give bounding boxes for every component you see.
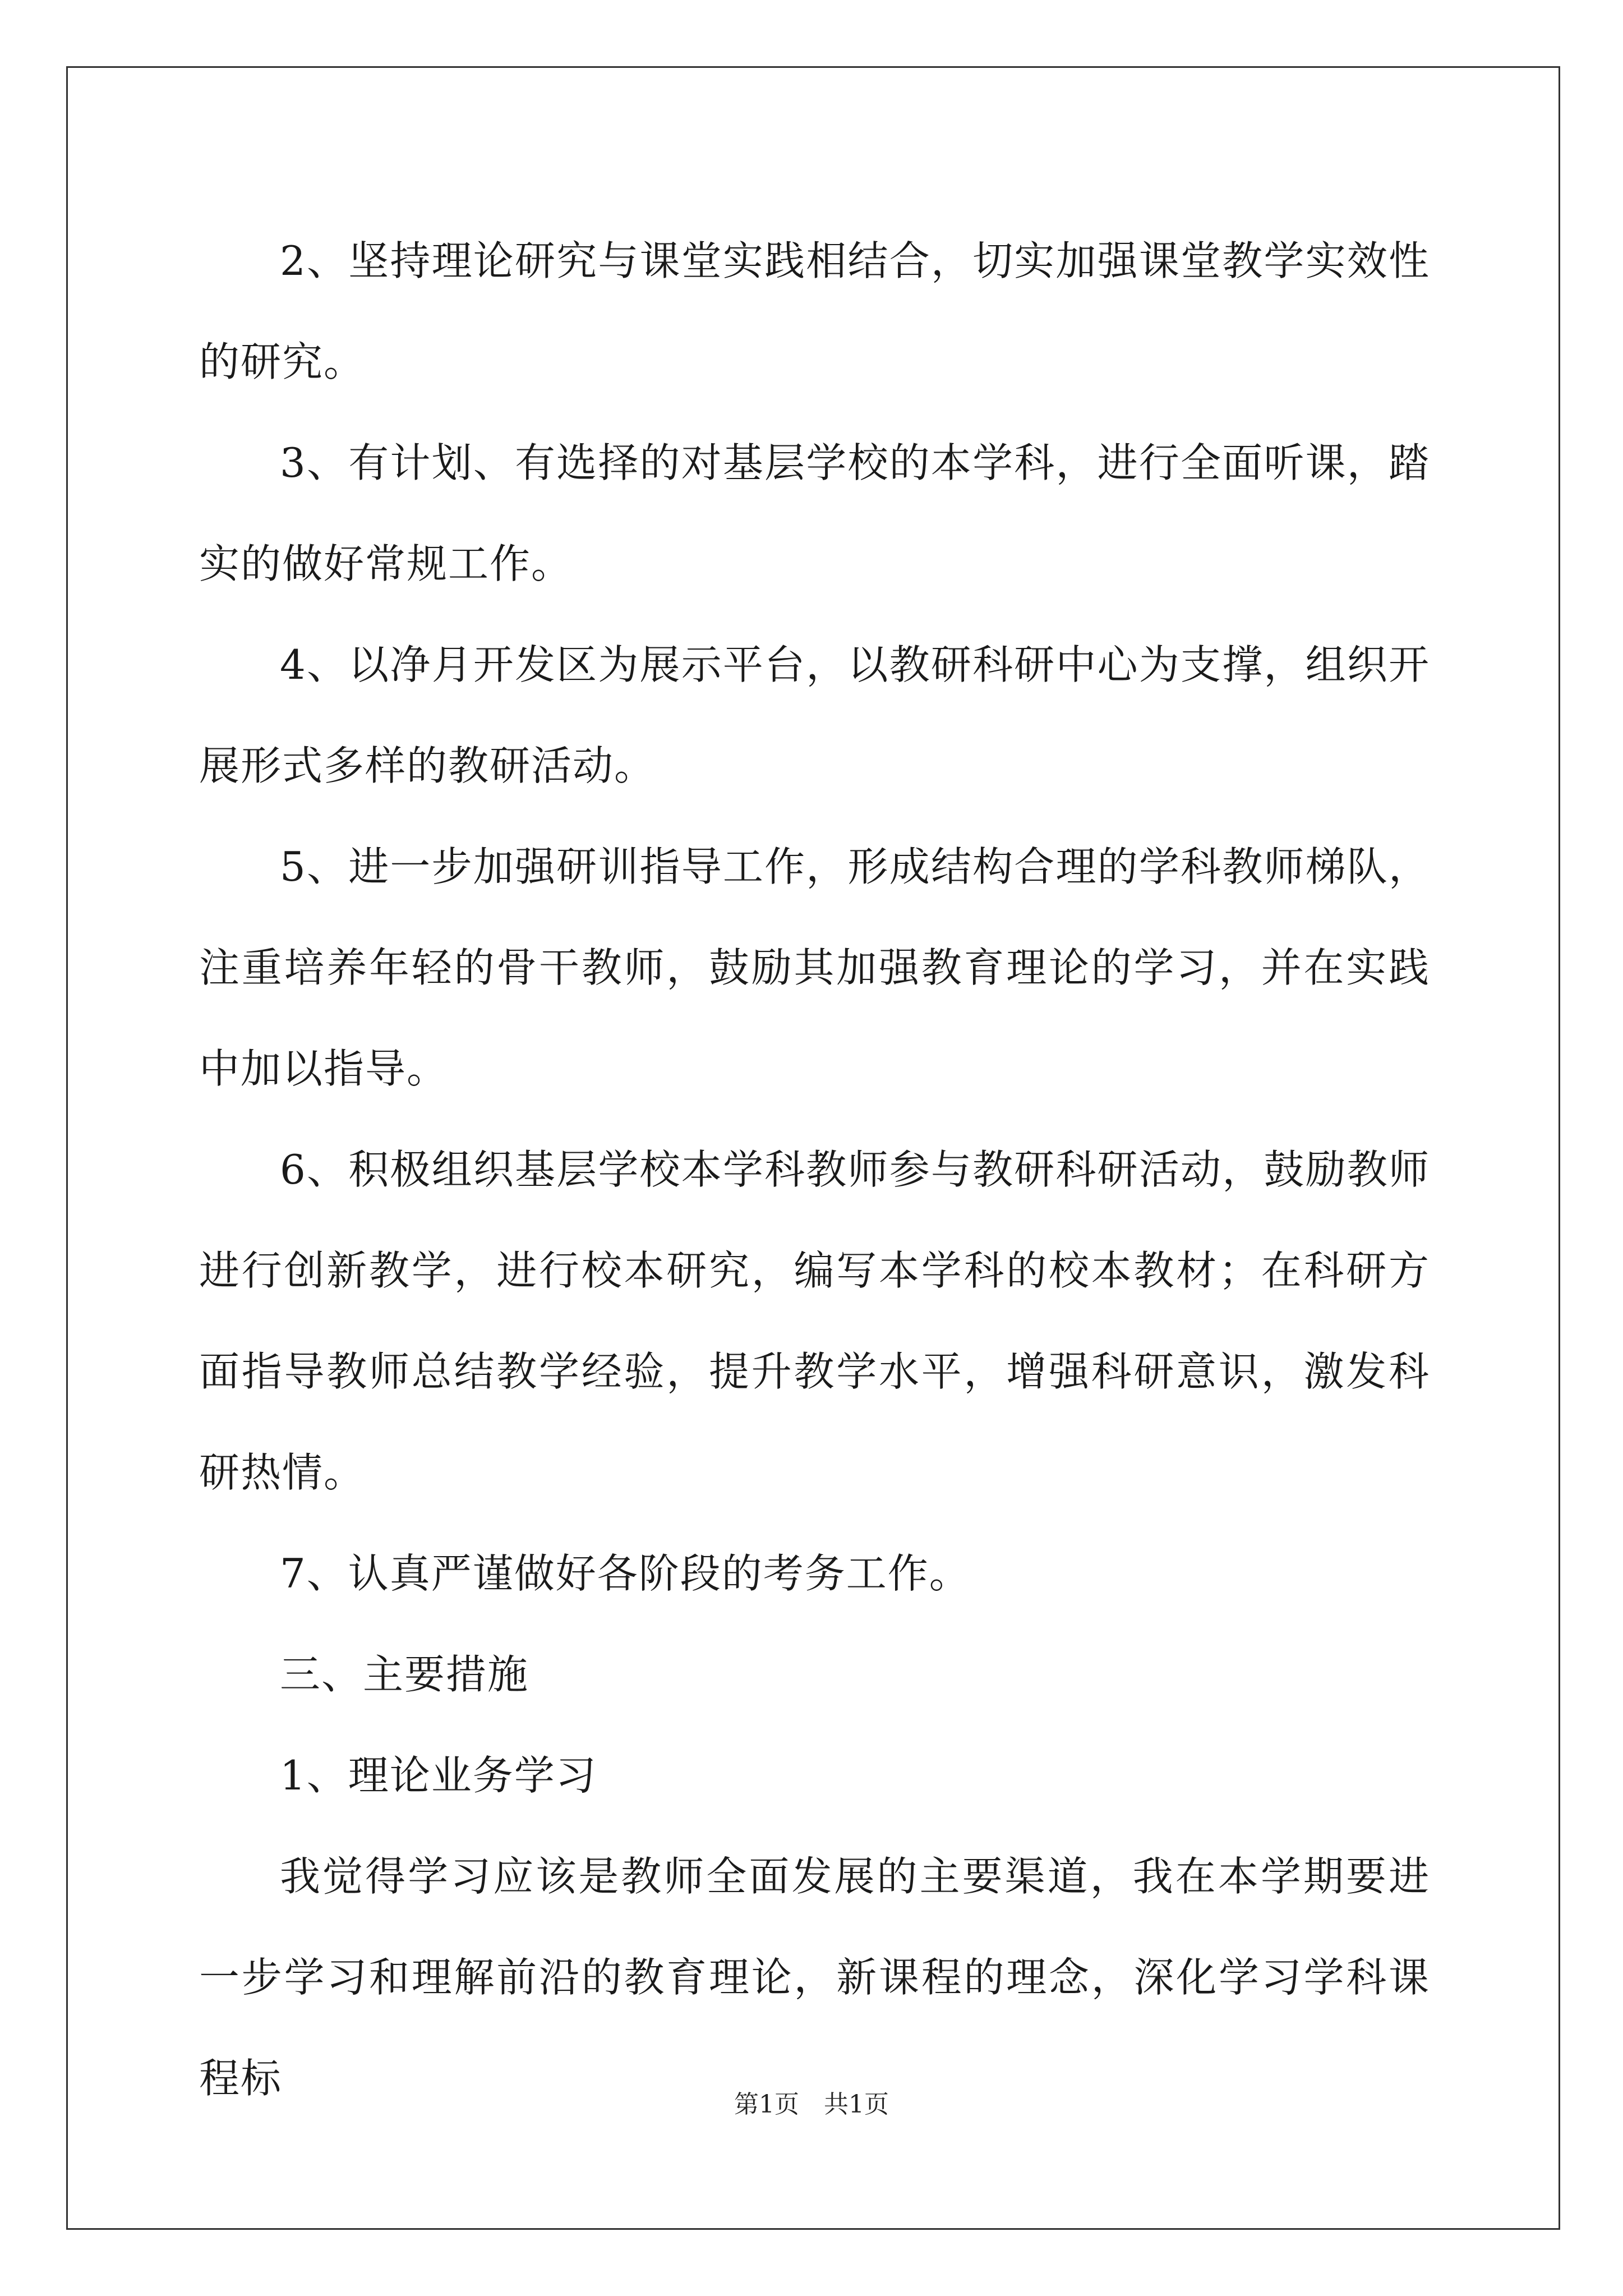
document-body — [199, 210, 1430, 2129]
page-footer — [0, 2088, 1623, 2122]
paragraph-item-4: 4、以净月开发区为展示平台，以教研科研中心为支撑，组织开展形式多样的教研活动。 — [199, 641, 1430, 789]
paragraph-item-5: 5、进一步加强研训指导工作，形成结构合理的学科教师梯队，注重培养年轻的骨干教师，鼓励其加强教育理论的学习，并在实践中加以指导。 — [199, 843, 1430, 1092]
paragraph-item-6: 6、积极组织基层学校本学科教师参与教研科研活动，鼓励教师进行创新教学，进行校本研究，编写本学科的校本教材；在科研方面指导教师总结教学经验，提升教学水平，增强科研意识，激发科研热情。 — [199, 1146, 1430, 1496]
paragraph-theory-study: 我觉得学习应该是教师全面发展的主要渠道，我在本学期要进一步学习和理解前沿的教育理论，新课程的理念，深化学习学科课程标 — [199, 1853, 1430, 2102]
section-heading-main-measures: 三、主要措施 — [280, 1651, 529, 1698]
page-number-total: 共1页 — [824, 2090, 889, 2119]
paragraph-item-2: 2、坚持理论研究与课堂实践相结合，切实加强课堂教学实效性的研究。 — [199, 237, 1430, 385]
subsection-heading-theory-study: 1、理论业务学习 — [280, 1752, 597, 1799]
paragraph-item-3: 3、有计划、有选择的对基层学校的本学科，进行全面听课，踏实的做好常规工作。 — [199, 439, 1430, 587]
paragraph-item-7: 7、认真严谨做好各阶段的考务工作。 — [280, 1550, 971, 1597]
page-number-current: 第1页 — [734, 2090, 799, 2119]
